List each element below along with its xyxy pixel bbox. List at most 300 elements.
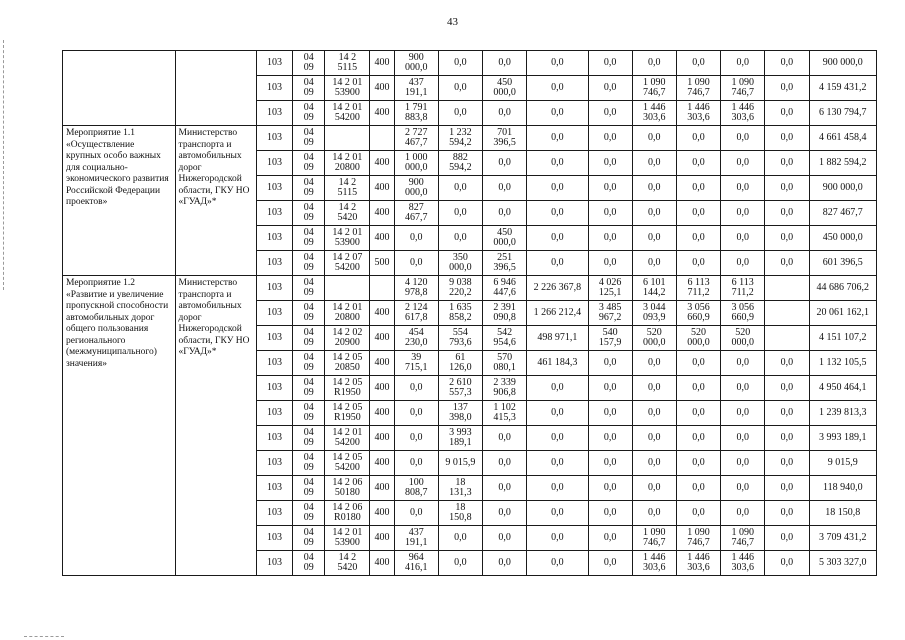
csr-cell-line-2: 53900	[334, 87, 360, 98]
year-value-cell: 0,0	[765, 176, 809, 201]
rzpr-cell-line-1: 04	[303, 202, 314, 213]
year-value-cell: 0,0	[765, 251, 809, 276]
rzpr-cell-line-2: 09	[303, 237, 314, 248]
year-value-cell-line-2: 557,3	[449, 387, 472, 398]
year-value-cell: 0,0	[394, 251, 438, 276]
csr-cell-line-2: 54200	[334, 112, 360, 123]
year-value-cell: 0,0	[632, 376, 676, 401]
rzpr-cell-line-2: 09	[303, 62, 314, 73]
year-value-cell-line-2: 191,1	[404, 537, 428, 548]
csr-cell	[325, 226, 370, 251]
rzpr-cell	[293, 326, 325, 351]
year-value-cell-line-2: 808,7	[404, 487, 428, 498]
total-cell: 6 130 794,7	[809, 101, 876, 126]
year-value-cell	[721, 326, 765, 351]
year-value-cell-line-2: 303,6	[643, 562, 666, 573]
year-value-cell-line-1: 437	[408, 77, 424, 88]
grbs-cell: 103	[256, 51, 292, 76]
year-value-cell: 0,0	[483, 426, 527, 451]
grbs-cell: 103	[256, 551, 292, 576]
year-value-cell: 0,0	[438, 76, 482, 101]
year-value-cell: 0,0	[394, 226, 438, 251]
year-value-cell: 0,0	[765, 351, 809, 376]
year-value-cell: 0,0	[765, 76, 809, 101]
year-value-cell: 0,0	[721, 376, 765, 401]
year-value-cell: 0,0	[394, 376, 438, 401]
rzpr-cell-line-1: 04	[303, 352, 314, 363]
year-value-cell-line-1: 137	[452, 402, 468, 413]
year-value-cell-line-2: 954,6	[493, 337, 516, 348]
total-cell: 4 159 431,2	[809, 76, 876, 101]
year-value-cell-line-1: 570	[497, 352, 513, 363]
vr-cell: 400	[370, 451, 394, 476]
rzpr-cell	[293, 476, 325, 501]
year-value-cell-line-2: 415,3	[493, 412, 516, 423]
year-value-cell	[394, 151, 438, 176]
rzpr-cell-line-1: 04	[303, 552, 314, 563]
grbs-cell: 103	[256, 301, 292, 326]
csr-cell-line-1: 14 2 05	[332, 452, 363, 463]
year-value-cell: 0,0	[721, 501, 765, 526]
year-value-cell	[765, 301, 809, 326]
event-cell: Мероприятие 1.1 «Осуществление крупных особо важных для социально-экономического развития Российской Федерации проектов»	[63, 126, 176, 276]
rzpr-cell-line-2: 09	[303, 162, 314, 173]
total-cell: 450 000,0	[809, 226, 876, 251]
vr-cell: 400	[370, 351, 394, 376]
year-value-cell-line-1: 454	[408, 327, 424, 338]
table-row	[63, 51, 877, 76]
year-value-cell: 0,0	[588, 151, 632, 176]
csr-cell-line-1: 14 2 01	[332, 77, 363, 88]
total-cell: 827 467,7	[809, 201, 876, 226]
year-value-cell	[632, 101, 676, 126]
total-cell: 5 303 327,0	[809, 551, 876, 576]
rzpr-cell	[293, 101, 325, 126]
csr-cell	[325, 376, 370, 401]
year-value-cell-line-1: 1 232	[449, 127, 472, 138]
year-value-cell-line-1: 6 101	[643, 277, 666, 288]
year-value-cell: 0,0	[632, 401, 676, 426]
year-value-cell	[632, 76, 676, 101]
year-value-cell-line-1: 61	[455, 352, 466, 363]
rzpr-cell-line-2: 09	[303, 437, 314, 448]
csr-cell-line-1: 14 2 01	[332, 527, 363, 538]
rzpr-cell-line-1: 04	[303, 477, 314, 488]
year-value-cell: 0,0	[676, 251, 720, 276]
year-value-cell	[438, 501, 482, 526]
year-value-cell: 0,0	[588, 501, 632, 526]
year-value-cell: 0,0	[527, 401, 588, 426]
total-cell: 3 709 431,2	[809, 526, 876, 551]
event-cell	[63, 51, 176, 126]
year-value-cell	[721, 301, 765, 326]
year-value-cell: 0,0	[527, 526, 588, 551]
rzpr-cell-line-1: 04	[303, 102, 314, 113]
year-value-cell: 0,0	[765, 126, 809, 151]
grbs-cell: 103	[256, 451, 292, 476]
year-value-cell	[483, 126, 527, 151]
year-value-cell: 0,0	[438, 551, 482, 576]
year-value-cell: 0,0	[483, 101, 527, 126]
year-value-cell: 0,0	[588, 351, 632, 376]
year-value-cell-line-1: 554	[452, 327, 468, 338]
year-value-cell-line-2: 191,1	[404, 87, 428, 98]
rzpr-cell-line-2: 09	[303, 387, 314, 398]
csr-cell	[325, 401, 370, 426]
rzpr-cell	[293, 526, 325, 551]
year-value-cell-line-1: 2 610	[449, 377, 472, 388]
year-value-cell: 0,0	[527, 451, 588, 476]
year-value-cell-line-2: 660,9	[731, 312, 754, 323]
csr-cell	[325, 176, 370, 201]
rzpr-cell-line-1: 04	[303, 377, 314, 388]
year-value-cell	[676, 551, 720, 576]
year-value-cell-line-1: 1 090	[643, 77, 666, 88]
year-value-cell	[632, 551, 676, 576]
year-value-cell: 0,0	[588, 451, 632, 476]
csr-cell-line-2: 5420	[337, 212, 358, 223]
rzpr-cell-line-1: 04	[303, 502, 314, 513]
vr-cell: 400	[370, 201, 394, 226]
year-value-cell: 0,0	[721, 151, 765, 176]
csr-cell-line-1: 14 2 05	[332, 352, 363, 363]
grbs-cell: 103	[256, 176, 292, 201]
csr-cell	[325, 201, 370, 226]
year-value-cell: 0,0	[527, 126, 588, 151]
rzpr-cell-line-1: 04	[303, 277, 314, 288]
year-value-cell: 0,0	[765, 451, 809, 476]
year-value-cell-line-1: 882	[452, 152, 468, 163]
year-value-cell: 0,0	[527, 476, 588, 501]
year-value-cell	[588, 276, 632, 301]
csr-cell-line-1: 14 2 06	[332, 502, 363, 513]
vr-cell: 400	[370, 151, 394, 176]
year-value-cell-line-2: 125,1	[598, 287, 622, 298]
year-value-cell: 461 184,3	[527, 351, 588, 376]
year-value-cell-line-1: 2 391	[493, 302, 516, 313]
csr-cell	[325, 51, 370, 76]
year-value-cell: 0,0	[765, 526, 809, 551]
csr-cell-line-1: 14 2	[338, 52, 357, 63]
rzpr-cell	[293, 151, 325, 176]
year-value-cell: 0,0	[676, 376, 720, 401]
rzpr-cell	[293, 301, 325, 326]
year-value-cell	[438, 276, 482, 301]
csr-cell-line-1: 14 2 06	[332, 477, 363, 488]
total-cell: 9 015,9	[809, 451, 876, 476]
page-number: 43	[447, 16, 458, 28]
csr-cell-line-1: 14 2 01	[332, 427, 363, 438]
year-value-cell: 0,0	[721, 226, 765, 251]
rzpr-cell	[293, 501, 325, 526]
csr-cell-line-2: 20800	[334, 312, 360, 323]
rzpr-cell-line-2: 09	[303, 137, 314, 148]
csr-cell-line-1: 14 2 05	[332, 402, 363, 413]
year-value-cell: 0,0	[721, 51, 765, 76]
year-value-cell	[394, 126, 438, 151]
year-value-cell-line-1: 1 791	[404, 102, 428, 113]
year-value-cell-line-2: 000,0	[731, 337, 754, 348]
year-value-cell: 0,0	[527, 551, 588, 576]
year-value-cell-line-1: 1 090	[731, 77, 754, 88]
rzpr-cell-line-2: 09	[303, 537, 314, 548]
year-value-cell	[676, 301, 720, 326]
grbs-cell: 103	[256, 351, 292, 376]
rzpr-cell-line-1: 04	[303, 302, 314, 313]
year-value-cell-line-1: 3 056	[687, 302, 710, 313]
year-value-cell	[676, 76, 720, 101]
year-value-cell-line-1: 1 090	[731, 527, 754, 538]
year-value-cell: 0,0	[721, 126, 765, 151]
year-value-cell: 0,0	[632, 151, 676, 176]
year-value-cell-line-1: 2 339	[493, 377, 516, 388]
year-value-cell-line-1: 1 446	[731, 102, 754, 113]
year-value-cell	[765, 276, 809, 301]
vr-cell: 400	[370, 526, 394, 551]
year-value-cell-line-1: 100	[408, 477, 424, 488]
csr-cell-line-2: 5115	[337, 187, 358, 198]
year-value-cell	[676, 276, 720, 301]
year-value-cell: 1 266 212,4	[527, 301, 588, 326]
year-value-cell	[438, 326, 482, 351]
csr-cell-line-2: R1950	[334, 412, 361, 423]
rzpr-cell-line-1: 04	[303, 452, 314, 463]
year-value-cell-line-2: 000,0	[404, 187, 428, 198]
rzpr-cell-line-1: 04	[303, 52, 314, 63]
grbs-cell: 103	[256, 501, 292, 526]
year-value-cell	[438, 401, 482, 426]
year-value-cell-line-1: 2 727	[404, 127, 428, 138]
year-value-cell: 0,0	[721, 476, 765, 501]
csr-cell	[325, 526, 370, 551]
year-value-cell: 0,0	[632, 51, 676, 76]
grbs-cell: 103	[256, 326, 292, 351]
year-value-cell-line-1: 520	[646, 327, 662, 338]
year-value-cell-line-1: 701	[497, 127, 513, 138]
year-value-cell: 0,0	[527, 376, 588, 401]
csr-cell-line-2: 53900	[334, 537, 360, 548]
year-value-cell-line-2: 000,0	[643, 337, 666, 348]
year-value-cell: 0,0	[483, 451, 527, 476]
year-value-cell: 0,0	[394, 401, 438, 426]
csr-cell-line-2: 54200	[334, 437, 360, 448]
year-value-cell-line-1: 4 026	[598, 277, 622, 288]
year-value-cell	[394, 176, 438, 201]
grbs-cell: 103	[256, 151, 292, 176]
csr-cell-line-2: 54200	[334, 462, 360, 473]
year-value-cell-line-2: 715,1	[404, 362, 428, 373]
csr-cell-line-2: R1950	[334, 387, 361, 398]
year-value-cell: 2 226 367,8	[527, 276, 588, 301]
total-cell: 4 661 458,4	[809, 126, 876, 151]
vr-cell: 400	[370, 51, 394, 76]
year-value-cell: 0,0	[765, 51, 809, 76]
year-value-cell-line-1: 6 113	[687, 277, 710, 288]
csr-cell	[325, 276, 370, 301]
year-value-cell-line-2: 189,1	[449, 437, 472, 448]
year-value-cell	[438, 376, 482, 401]
year-value-cell: 0,0	[588, 101, 632, 126]
year-value-cell-line-2: 398,0	[449, 412, 472, 423]
vr-cell: 400	[370, 326, 394, 351]
year-value-cell: 0,0	[676, 401, 720, 426]
year-value-cell	[632, 276, 676, 301]
year-value-cell: 0,0	[765, 426, 809, 451]
year-value-cell-line-2: 906,8	[493, 387, 516, 398]
year-value-cell: 0,0	[632, 126, 676, 151]
year-value-cell: 0,0	[394, 426, 438, 451]
year-value-cell-line-1: 39	[411, 352, 422, 363]
csr-cell-line-2: 54200	[334, 262, 360, 273]
year-value-cell-line-1: 827	[408, 202, 424, 213]
total-cell: 4 151 107,2	[809, 326, 876, 351]
rzpr-cell-line-2: 09	[303, 87, 314, 98]
year-value-cell	[632, 526, 676, 551]
year-value-cell: 0,0	[483, 476, 527, 501]
year-value-cell: 0,0	[588, 126, 632, 151]
year-value-cell	[483, 351, 527, 376]
year-value-cell: 0,0	[676, 226, 720, 251]
year-value-cell-line-1: 520	[735, 327, 751, 338]
rzpr-cell-line-1: 04	[303, 127, 314, 138]
year-value-cell-line-2: 746,7	[731, 537, 754, 548]
grbs-cell: 103	[256, 126, 292, 151]
year-value-cell-line-2: 447,6	[493, 287, 516, 298]
csr-cell-line-2: 53900	[334, 237, 360, 248]
budget-table-body	[63, 51, 877, 576]
rzpr-cell-line-1: 04	[303, 77, 314, 88]
csr-cell-line-2: 20850	[334, 362, 360, 373]
rzpr-cell-line-2: 09	[303, 312, 314, 323]
rzpr-cell-line-1: 04	[303, 177, 314, 188]
csr-cell-line-2: 20800	[334, 162, 360, 173]
year-value-cell: 0,0	[438, 176, 482, 201]
event-cell: Мероприятие 1.2 «Развитие и увеличение пропускной способности автомобильных дорог общего пользования регионального (межмуниципального) значения»	[63, 276, 176, 576]
year-value-cell-line-1: 964	[408, 552, 424, 563]
rzpr-cell-line-1: 04	[303, 327, 314, 338]
year-value-cell: 0,0	[676, 451, 720, 476]
rzpr-cell	[293, 276, 325, 301]
rzpr-cell	[293, 51, 325, 76]
year-value-cell-line-2: 594,2	[449, 137, 472, 148]
year-value-cell: 0,0	[527, 501, 588, 526]
year-value-cell-line-2: 303,6	[731, 112, 754, 123]
rzpr-cell-line-1: 04	[303, 252, 314, 263]
rzpr-cell-line-1: 04	[303, 227, 314, 238]
year-value-cell: 0,0	[438, 226, 482, 251]
year-value-cell	[721, 551, 765, 576]
csr-cell	[325, 101, 370, 126]
csr-cell-line-2: 5115	[337, 62, 358, 73]
grbs-cell: 103	[256, 276, 292, 301]
rzpr-cell-line-2: 09	[303, 487, 314, 498]
year-value-cell: 0,0	[588, 176, 632, 201]
year-value-cell: 0,0	[527, 176, 588, 201]
year-value-cell: 9 015,9	[438, 451, 482, 476]
grbs-cell: 103	[256, 101, 292, 126]
csr-cell	[325, 76, 370, 101]
year-value-cell: 0,0	[632, 501, 676, 526]
year-value-cell-line-2: 746,7	[731, 87, 754, 98]
rzpr-cell-line-2: 09	[303, 412, 314, 423]
csr-cell-line-1: 14 2 01	[332, 102, 363, 113]
year-value-cell-line-2: 000,0	[404, 162, 428, 173]
year-value-cell	[394, 301, 438, 326]
year-value-cell-line-1: 18	[455, 502, 466, 513]
csr-cell-line-1: 14 2 01	[332, 302, 363, 313]
csr-cell	[325, 351, 370, 376]
year-value-cell-line-1: 1 446	[687, 552, 710, 563]
year-value-cell	[394, 551, 438, 576]
year-value-cell: 0,0	[588, 76, 632, 101]
rzpr-cell	[293, 176, 325, 201]
year-value-cell: 0,0	[721, 176, 765, 201]
year-value-cell	[483, 326, 527, 351]
vr-cell: 400	[370, 226, 394, 251]
year-value-cell-line-2: 000,0	[493, 237, 516, 248]
year-value-cell: 0,0	[588, 526, 632, 551]
year-value-cell: 0,0	[676, 201, 720, 226]
year-value-cell	[483, 301, 527, 326]
total-cell: 4 950 464,1	[809, 376, 876, 401]
csr-cell	[325, 451, 370, 476]
year-value-cell	[721, 526, 765, 551]
csr-cell	[325, 301, 370, 326]
csr-cell-line-2: 50180	[334, 487, 360, 498]
year-value-cell	[721, 276, 765, 301]
year-value-cell-line-2: 080,1	[493, 362, 516, 373]
year-value-cell: 0,0	[588, 551, 632, 576]
year-value-cell-line-1: 1 102	[493, 402, 516, 413]
year-value-cell-line-2: 660,9	[687, 312, 710, 323]
year-value-cell: 0,0	[588, 201, 632, 226]
year-value-cell: 0,0	[721, 401, 765, 426]
csr-cell	[325, 501, 370, 526]
year-value-cell-line-1: 1 000	[404, 152, 428, 163]
year-value-cell: 0,0	[765, 376, 809, 401]
year-value-cell-line-2: 093,9	[643, 312, 666, 323]
year-value-cell: 0,0	[527, 426, 588, 451]
rzpr-cell-line-2: 09	[303, 287, 314, 298]
year-value-cell	[632, 301, 676, 326]
rzpr-cell-line-1: 04	[303, 402, 314, 413]
vr-cell: 400	[370, 376, 394, 401]
year-value-cell	[721, 101, 765, 126]
year-value-cell	[676, 101, 720, 126]
year-value-cell: 0,0	[765, 476, 809, 501]
year-value-cell: 0,0	[676, 351, 720, 376]
year-value-cell-line-1: 4 120	[404, 277, 428, 288]
total-cell: 900 000,0	[809, 51, 876, 76]
grbs-cell: 103	[256, 426, 292, 451]
year-value-cell-line-1: 2 124	[404, 302, 428, 313]
year-value-cell: 0,0	[676, 126, 720, 151]
year-value-cell: 0,0	[483, 201, 527, 226]
year-value-cell-line-2: 157,9	[598, 337, 622, 348]
responsible-cell	[175, 51, 256, 126]
csr-cell-line-2: 5420	[337, 562, 358, 573]
grbs-cell: 103	[256, 76, 292, 101]
year-value-cell: 0,0	[765, 551, 809, 576]
year-value-cell-line-1: 437	[408, 527, 424, 538]
year-value-cell: 0,0	[765, 501, 809, 526]
rzpr-cell-line-2: 09	[303, 512, 314, 523]
vr-cell: 400	[370, 401, 394, 426]
year-value-cell: 0,0	[588, 401, 632, 426]
vr-cell	[370, 276, 394, 301]
vr-cell	[370, 126, 394, 151]
year-value-cell-line-1: 9 038	[449, 277, 472, 288]
